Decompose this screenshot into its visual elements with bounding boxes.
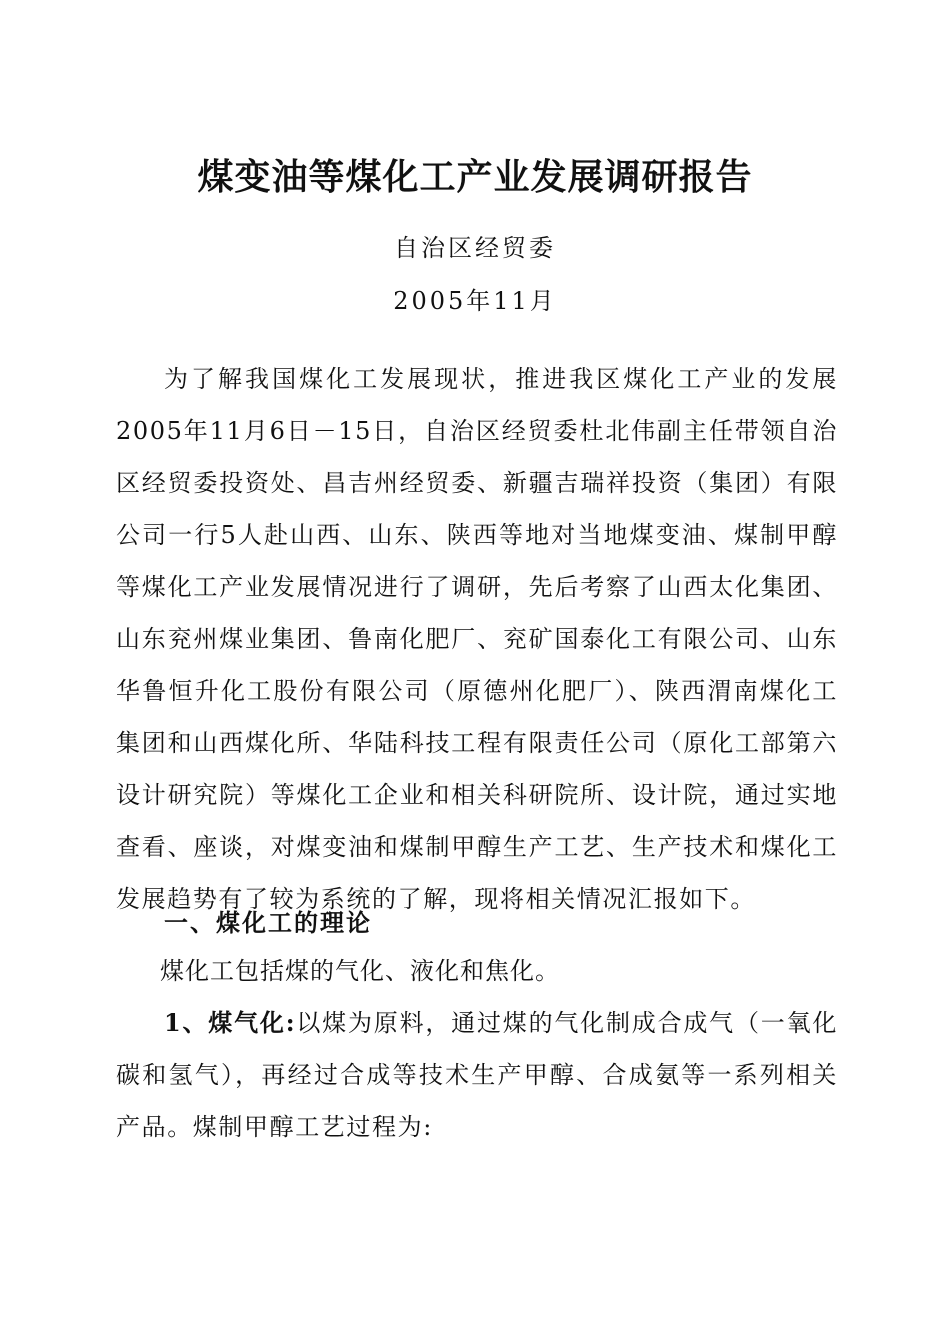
document-date: 2005年11月 (393, 287, 557, 315)
document-title: 煤变油等煤化工产业发展调研报告 (197, 156, 753, 198)
coal-gasification-text: 以煤为原料，通过煤的气化制成合成气（一氧化碳和氢气），再经过合成等技术生产甲醇、合成氨等一系列相关产品。煤制甲醇工艺过程为: (116, 1009, 838, 1141)
intro-paragraph: 为了解我国煤化工发展现状，推进我区煤化工产业的发展2005年11月6日－15日，自治区经贸委杜北伟副主任带领自治区经贸委投资处、昌吉州经贸委、新疆吉瑞祥投资（集团）有限公司一行5人赴山西、山东、陕西等地对当地煤变油、煤制甲醇等煤化工产业发展情况进行了调研，先后考察了山西太化集团、山东兖州煤业集团、鲁南化肥厂、兖矿国泰化工有限公司、山东华鲁恒升化工股份有限公司（原德州化肥厂）、陕西渭南煤化工集团和山西煤化所、华陆科技工程有限责任公司（原化工部第六设计研究院）等煤化工企业和相关科研院所、设计院，通过实地查看、座谈，对煤变油和煤制甲醇生产工艺、生产技术和煤化工发展趋势有了较为系统的了解，现将相关情况汇报如下。 (116, 365, 838, 913)
section-heading: 一、煤化工的理论 (164, 908, 372, 937)
coal-gasification-paragraph (116, 997, 838, 1153)
coal-gasification-lead: 1、煤气化: (164, 1008, 297, 1037)
document-author: 自治区经贸委 (394, 234, 556, 262)
section-intro-paragraph: 煤化工包括煤的气化、液化和焦化。 (160, 957, 560, 985)
